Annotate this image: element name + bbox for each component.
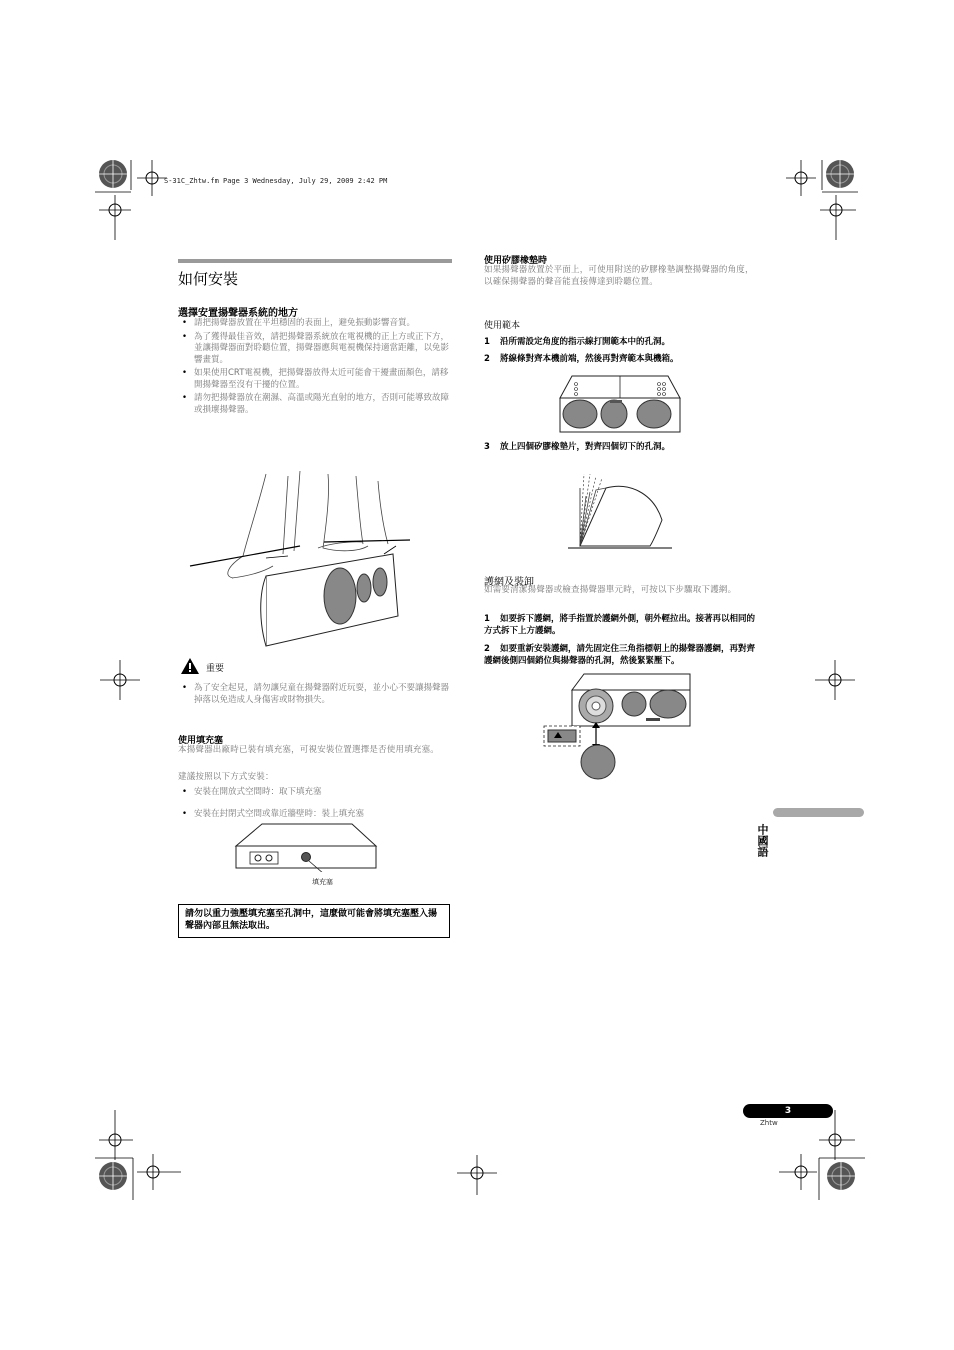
list-item: • 安裝在開放式空間時：取下填充塞 — [182, 787, 452, 799]
warning-icon — [180, 657, 200, 675]
duct-caption: 填充塞 — [312, 878, 333, 886]
registration-mark-top-right — [780, 150, 860, 240]
title-rule — [178, 259, 452, 263]
duct-bullets — [182, 787, 452, 822]
page-language-code: Zhtw — [760, 1119, 778, 1127]
template-illustration — [558, 372, 682, 434]
page-title: 如何安裝 — [178, 270, 239, 288]
list-item: • 請勿把揚聲器放在潮濕、高溫或陽光直射的地方，否則可能導致故障或損壞揚聲器。 — [182, 393, 452, 416]
template-step: 1 沿所需設定角度的指示線打開範本中的孔洞。 — [484, 337, 671, 347]
placement-bullets — [182, 318, 452, 418]
pad-text: 如果揚聲器放置於平面上，可使用附送的矽膠橡墊調整揚聲器的角度，以確保揚聲器的聲音能直接傳達到聆聽位置。 — [484, 265, 754, 287]
list-item: • 為了安全起見，請勿讓兒童在揚聲器附近玩耍，並小心不要讓揚聲器掉落以免造成人身傷害或財物損失。 — [182, 683, 452, 706]
pad-heading: 使用矽膠橡墊時 — [484, 256, 548, 266]
file-header: S-31C_Zhtw.fm Page 3 Wednesday, July 29, 2009 2:42 PM — [164, 177, 388, 185]
important-bullets — [182, 683, 452, 708]
speaker-placement-illustration — [188, 466, 418, 651]
registration-mark-bottom-right — [775, 1110, 865, 1200]
language-tab-label: 中國語 — [756, 824, 769, 857]
grille-text: 如需要清潔揚聲器或檢查揚聲器單元時，可按以下步驟取下護網。 — [484, 585, 737, 595]
duct-text: 本揚聲器出廠時已裝有填充塞，可視安裝位置選擇是否使用填充塞。 — [178, 745, 440, 755]
duct-heading: 使用填充塞 — [178, 736, 224, 746]
template-step: 3 放上四個矽膠橡墊片，對齊四個切下的孔洞。 — [484, 442, 671, 452]
placement-heading: 選擇安置揚聲器系統的地方 — [178, 308, 298, 319]
language-tab — [773, 808, 864, 817]
list-item: • 請把揚聲器放置在平坦穩固的表面上，避免振動影響音質。 — [182, 318, 452, 330]
pad-angle-illustration — [568, 468, 672, 552]
template-heading: 使用範本 — [484, 321, 521, 331]
registration-mark-top-left — [95, 150, 175, 240]
grille-install-illustration — [540, 672, 700, 780]
registration-mark-bottom-left — [95, 1110, 185, 1200]
list-item: • 為了獲得最佳音效，請把揚聲器系統放在電視機的正上方或正下方，並讓揚聲器面對聆聽位置，揚聲器應與電視機保持適當距離，以免影響畫質。 — [182, 332, 452, 367]
registration-mark-mid-right — [815, 660, 855, 700]
registration-mark-bottom-center — [457, 1155, 497, 1195]
speaker-rear-illustration — [232, 822, 382, 872]
template-step: 2 將線條對齊本機前端，然後再對齊範本與機箱。 — [484, 354, 679, 364]
grille-heading: 護網及裝卸 — [484, 577, 534, 588]
grille-step: 1 如要拆下護網，將手指置於護網外側，朝外輕拉出。接著再以相同的方式拆下上方護網。 — [484, 614, 756, 636]
important-label: 重要 — [206, 664, 225, 674]
registration-mark-mid-left — [100, 660, 140, 700]
page-number: 3 — [743, 1104, 833, 1118]
list-item: • 如果使用CRT電視機，把揚聲器放得太近可能會干擾畫面顏色，請移開揚聲器至沒有干擾的位置。 — [182, 368, 452, 391]
duct-intro: 建議按照以下方式安裝： — [178, 772, 274, 782]
warning-box: 請勿以重力強壓填充塞至孔洞中，這麼做可能會將填充塞壓入揚聲器內部且無法取出。 — [178, 904, 450, 938]
grille-step: 2 如要重新安裝護網，請先固定住三角指標朝上的揚聲器護網，再對齊護網後側四個銷位與揚聲器的孔洞，然後緊緊壓下。 — [484, 644, 756, 666]
list-item: • 安裝在封閉式空間或靠近牆壁時：裝上填充塞 — [182, 809, 452, 821]
